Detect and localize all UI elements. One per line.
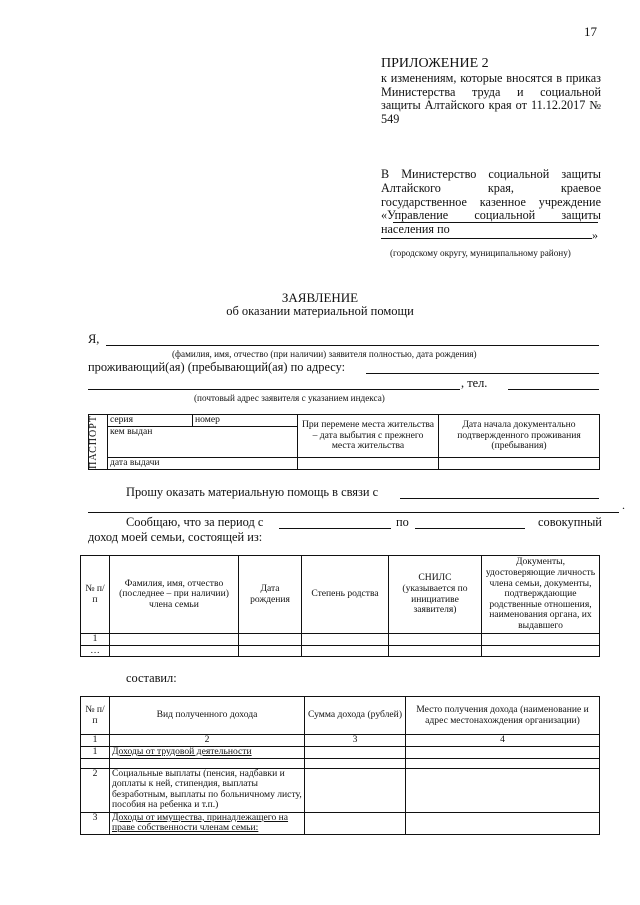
tel-label: , тел.: [461, 376, 488, 390]
recipient-text: [381, 168, 601, 237]
period-from-field[interactable]: [279, 528, 391, 529]
family-col-num: № п/п: [81, 556, 110, 634]
income-col-sum: Сумма дохода (рублей): [305, 697, 406, 735]
family-col-relation: Степень родства: [302, 556, 389, 634]
document-title: ЗАЯВЛЕНИЕ: [281, 290, 359, 305]
period-to-field[interactable]: [415, 528, 525, 529]
table-row: [81, 758, 600, 768]
income-row-label: Социальные выплаты (пенсия, надбавки и доплаты к ней, стипендия, выплаты безработным, выплаты по больничному листу, пособия на ребенка и т.п.): [110, 768, 305, 812]
passport-table: [88, 414, 600, 470]
document-subtitle: об оказании материальной помощи: [226, 304, 414, 318]
appendix-text: к изменениям, которые вносятся в приказ Министерства труда и социальной защиты Алтайского края от 11.12.2017 № 549: [381, 71, 601, 126]
issued-by-cell[interactable]: кем выдан: [108, 427, 298, 458]
request-line-1: Прошу оказать материальную помощь в связи с: [126, 485, 379, 499]
family-row-num: …: [81, 645, 110, 657]
period-prefix: Сообщаю, что за период с: [126, 515, 264, 529]
table-row: [81, 812, 600, 834]
series-cell[interactable]: серия: [108, 415, 193, 427]
address-hint: (почтовый адрес заявителя с указанием индекса): [194, 393, 385, 403]
table-row: [81, 768, 600, 812]
income-table: [80, 696, 600, 835]
income-row-label: Доходы от имущества, принадлежащего на праве собственности членам семьи:: [110, 812, 305, 834]
family-col-birth: Дата рождения: [239, 556, 302, 634]
income-row-num: 1: [81, 746, 110, 758]
applicant-name-field[interactable]: [106, 345, 599, 346]
start-date-value[interactable]: [439, 457, 600, 469]
income-row-num: 3: [81, 812, 110, 834]
appendix-title: ПРИЛОЖЕНИЕ 2: [381, 56, 489, 71]
income-col-type: Вид полученного дохода: [110, 697, 305, 735]
family-col-documents: Документы, удостоверяющие личность члена семьи, документы, подтверждающие родственные отношения, наименования органа, их выдавшего: [482, 556, 600, 634]
income-col-place: Место получения дохода (наименование и адрес местонахождения организации): [406, 697, 600, 735]
recipient-line-1[interactable]: [393, 222, 598, 223]
page-number: 17: [584, 24, 597, 39]
passport-side-label: ПАСПОРТ: [88, 415, 99, 469]
name-hint: (фамилия, имя, отчество (при наличии) заявителя полностью, дата рождения): [172, 349, 477, 359]
period-suffix: совокупный: [538, 515, 602, 529]
address-label: проживающий(ая) (пребывающий(ая) по адресу:: [88, 360, 346, 374]
recipient-body: В Министерство социальной защиты Алтайского края, краевое государственное казенное учреждение «Управление социальной защиты населения по: [381, 167, 601, 237]
recipient-hint: (городскому округу, муниципальному району): [390, 248, 571, 258]
tel-field[interactable]: [508, 389, 599, 390]
col-number: 3: [305, 735, 406, 747]
table-row: [81, 634, 600, 646]
passport-side: [89, 415, 108, 470]
col-number: 4: [406, 735, 600, 747]
recipient-line-2[interactable]: [381, 238, 592, 239]
family-income-line: доход моей семьи, состоящей из:: [88, 530, 263, 544]
income-col-num: № п/п: [81, 697, 110, 735]
request-reason-field-2[interactable]: [88, 512, 619, 513]
made-up-label: составил:: [126, 671, 177, 685]
issue-date-cell[interactable]: дата выдачи: [108, 457, 298, 469]
family-table: [80, 555, 600, 657]
address-field-2[interactable]: [88, 389, 460, 390]
i-label: Я,: [88, 332, 100, 346]
col-number: 2: [110, 735, 305, 747]
request-reason-field[interactable]: [400, 498, 599, 499]
income-row-label: Доходы от трудовой деятельности: [110, 746, 305, 758]
number-cell[interactable]: номер: [193, 415, 298, 427]
start-date-cell: Дата начала документально подтвержденного проживания (пребывания): [439, 415, 600, 458]
family-col-name: Фамилия, имя, отчество (последнее – при наличии) члена семьи: [110, 556, 239, 634]
family-row-num: 1: [81, 634, 110, 646]
period-to-label: по: [396, 515, 409, 529]
relocation-value[interactable]: [298, 457, 439, 469]
address-field-1[interactable]: [366, 373, 599, 374]
family-col-snils: СНИЛС (указывается по инициативе заявителя): [389, 556, 482, 634]
relocation-cell: При перемене места жительства – дата выбытия с прежнего места жительства: [298, 415, 439, 458]
table-row: [81, 746, 600, 758]
col-number: 1: [81, 735, 110, 747]
table-row: [81, 645, 600, 657]
closing-quote: »: [592, 228, 598, 242]
income-row-num: 2: [81, 768, 110, 812]
